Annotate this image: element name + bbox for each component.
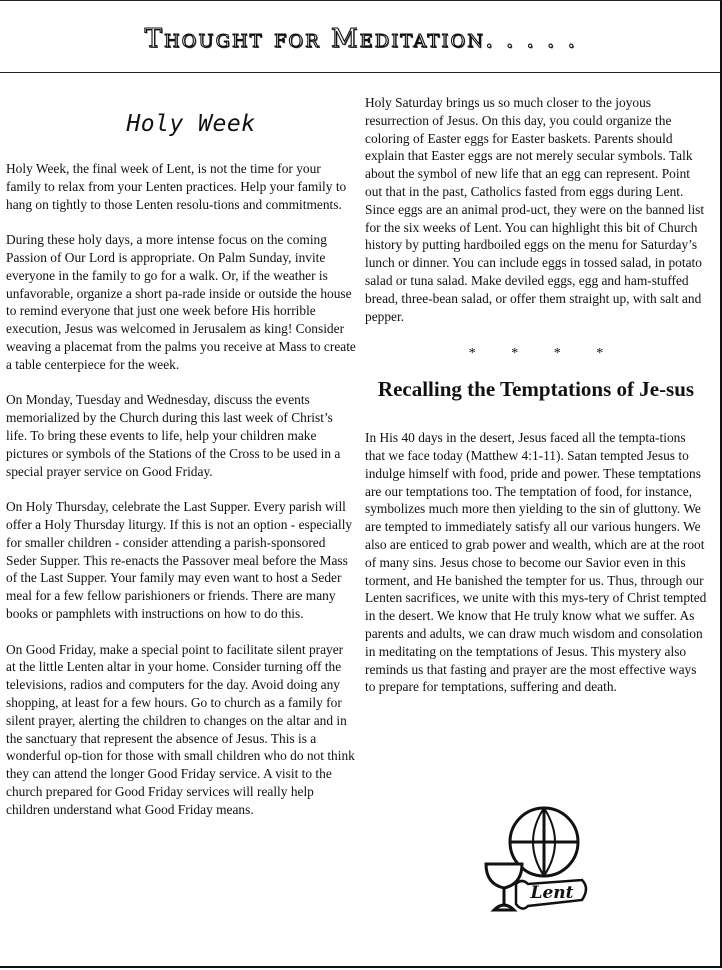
left-column [6, 96, 356, 836]
header-divider [0, 72, 720, 73]
temptations-paragraph: In His 40 days in the desert, Jesus faced all the tempta-tions that we face today (Matthew 4:1-11). Satan tempted Jesus to indulge himself with food, pride and power. These temptations are our temptations too. The temptation of food, for instance, symbolizes much more then yielding to the sin of gluttony. We are tempted to immediately satisfy all our various hungers. We also are enticed to grab power and wealth, which are at the root of many sins. Jesus chose to become our Savior even in this torment, and He banished the tempter for us. Thus, through our Lenten sacrifices, we unite with this mys-tery of Christ tempted in the desert. We know that He truly know what we suffer. As parents and adults, we can draw much wisdom and consolation in meditating on the temptations of Jesus. This mystery also reminds us that fasting and prayer are the most effective ways to prepare for temptations, suffering and death. [365, 430, 707, 695]
holy-saturday-paragraph: Holy Saturday brings us so much closer to the joyous resurrection of Jesus. On this day, you could organize the coloring of Easter eggs for Easter baskets. Parents should explain that Easter eggs are not merely secular symbols. Talk about the symbol of new life that an egg can represent. Point out that in the past, Catholics fasted from eggs during Lent. Since eggs are an animal prod-uct, they were on the banned list for the six weeks of Lent. You can highlight this bit of Church history by putting hardboiled eggs on the menu for Saturday’s lunch or dinner. You can include eggs in tossed salad, in potato salad or tuna salad. Make deviled eggs, egg and ham-stuffed bread, three-bean salad, or offer them straight up, with salt and pepper. [365, 95, 705, 324]
holy-week-title: Holy Week [126, 111, 256, 137]
holy-week-paragraph: Holy Week, the final week of Lent, is not the time for your family to relax from your Lenten practices. Help your family to hang on tightly to those Lenten resolu-tions and commitments. [6, 161, 347, 212]
holy-week-paragraph: On Monday, Tuesday and Wednesday, discuss the events memorialized by the Church during this last week of Christ’s life. To bring these events to life, help your children make pictures or symbols of the Stations of the Cross to be used in a special prayer service on Good Friday. [6, 392, 341, 479]
holy-week-paragraph: During these holy days, a more intense focus on the coming Passion of Our Lord is appropriate. On Palm Sunday, invite everyone in the family to go for a walk. Or, if the weather is unfavorable, organize a short pa-rade inside or outside the house to remind everyone that just one week before His horrible execution, Jesus was welcomed in Jerusalem as king! Consider weaving a placemat from the palms you receive at Mass to create a table centerpiece for the week. [6, 232, 356, 372]
page-banner: Thought for Meditation. . . . . [144, 24, 578, 54]
holy-week-paragraph: On Holy Thursday, celebrate the Last Supper. Every parish will offer a Holy Thursday liturgy. If this is not an option - especially for smaller children - consider attending a parish-sponsored Seder Supper. This re-enacts the Passover meal before the Mass of the Last Supper. Your family may even want to host a Seder meal for a few fellow parishioners or friends. There are many books or pamphlets with instructions on how to do this. [6, 499, 353, 621]
lent-chalice-host-icon [482, 800, 592, 918]
lent-logo-text: Lent [530, 883, 574, 903]
section-separator: * * * * [468, 346, 620, 362]
holy-week-paragraph: On Good Friday, make a special point to facilitate silent prayer at the little Lenten altar in your home. Consider turning off the televisions, radios and computers for the day. Avoid doing any shopping, at least for a few hours. Go to church as a family for silent prayer, alerting the children to changes on the altar and in the sanctuary that represent the absence of Jesus. This is a wonderful op-tion for those with small children who do not think they can attend the longer Good Friday service. A visit to the church prepared for Good Friday services will really help children understand what Good Friday means. [6, 641, 355, 817]
temptations-title: Recalling the Temptations of Je-sus [377, 377, 695, 402]
right-column [365, 94, 707, 714]
